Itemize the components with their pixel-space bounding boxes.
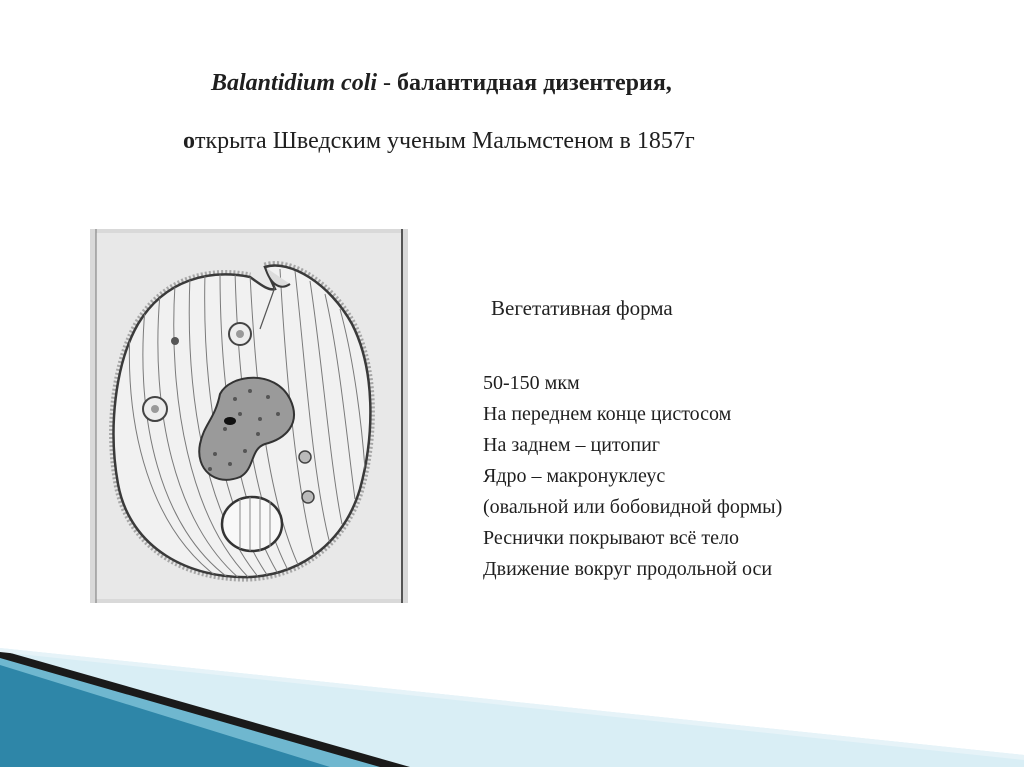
balantidium-illustration bbox=[90, 229, 408, 603]
fact-item: На переднем конце цистосом bbox=[483, 403, 732, 425]
fact-item: 50-150 мкм bbox=[483, 372, 580, 394]
vegetative-form-label: Вегетативная форма bbox=[491, 296, 673, 320]
subtitle-rest: ткрыта Шведским ученым Мальмстеном в 1857г bbox=[195, 128, 695, 154]
deco-blue-band-1 bbox=[0, 655, 400, 767]
fact-item: Реснички покрывают всё тело bbox=[483, 527, 740, 549]
deco-light-band bbox=[0, 648, 1024, 767]
slide-title bbox=[211, 70, 672, 97]
deco-blue-band-2 bbox=[0, 665, 330, 767]
deco-light-stripe bbox=[0, 648, 1024, 760]
facts-list bbox=[483, 368, 782, 585]
title-disease: балантидная дизентерия, bbox=[397, 70, 672, 96]
fact-item: Движение вокруг продольной оси bbox=[483, 558, 773, 580]
deco-dark-stripe bbox=[0, 650, 410, 767]
micronucleus bbox=[224, 417, 236, 425]
fact-item: На заднем – цитопиг bbox=[483, 434, 661, 456]
contractile-vacuole bbox=[222, 497, 282, 551]
fact-item: Ядро – макронуклеус bbox=[483, 465, 666, 487]
title-latin-name: Balantidium coli bbox=[211, 70, 378, 96]
subtitle-first-letter: о bbox=[183, 128, 195, 154]
title-dash: - bbox=[377, 70, 398, 96]
slide-subtitle bbox=[183, 128, 695, 155]
fact-item: (овальной или бобовидной формы) bbox=[483, 496, 783, 518]
